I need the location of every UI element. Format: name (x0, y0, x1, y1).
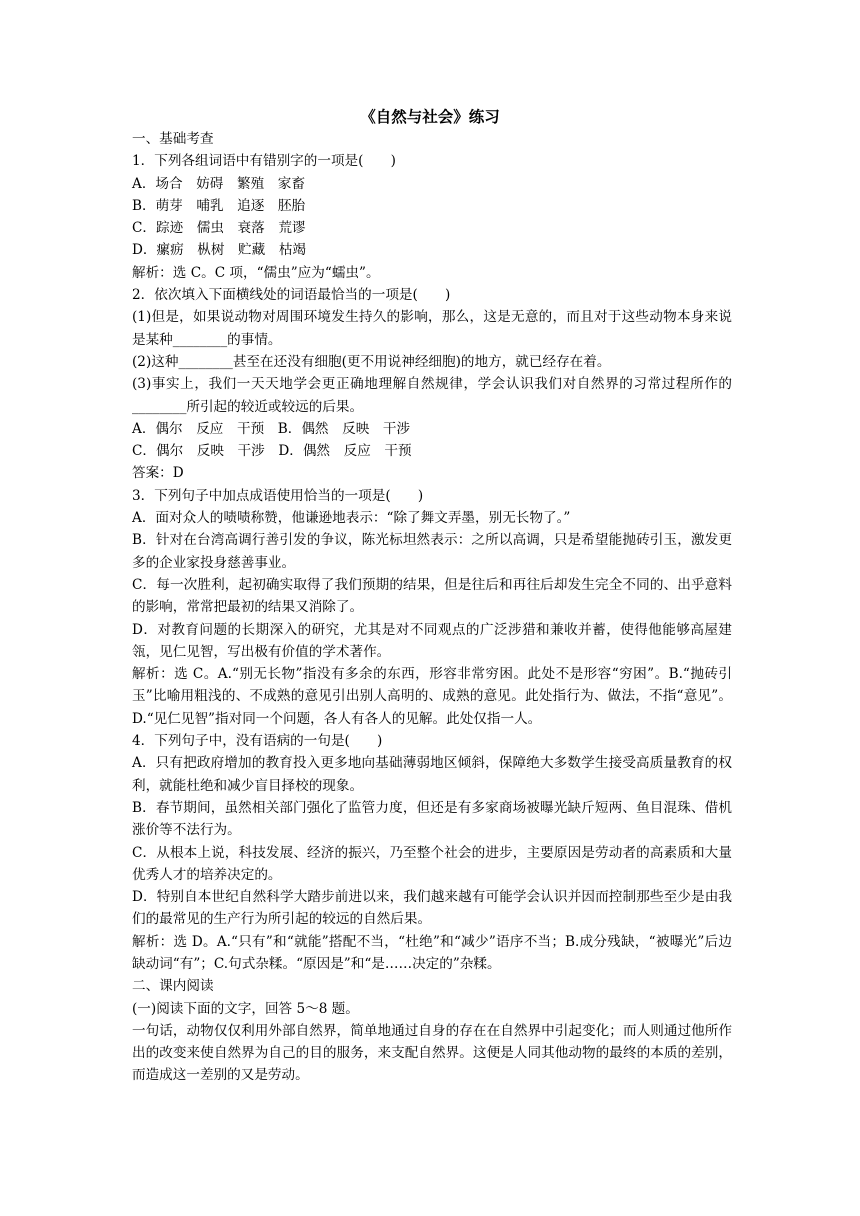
answer-option: C．踪迹 儒虫 衰落 荒谬 (132, 220, 306, 237)
document-body (132, 128, 732, 1087)
question-stem: 2．依次填入下面横线处的词语最恰当的一项是( ) (132, 287, 451, 304)
answer-option: C．从根本上说，科技发展、经济的振兴，乃至整个社会的进步，主要原因是劳动者的高素质和大量优秀人才的培养决定的。 (132, 844, 732, 883)
section-heading: 二、课内阅读 (132, 978, 214, 995)
reading-instruction: (一)阅读下面的文字，回答 5～8 题。 (132, 1000, 359, 1017)
answer-option: D．特别自本世纪自然科学大踏步前进以来，我们越来越有可能学会认识并因而控制那些至少是由我们的最常见的生产行为所引起的较远的自然后果。 (132, 889, 732, 928)
reading-passage: 一句话，动物仅仅利用外部自然界，简单地通过自身的存在在自然界中引起变化；而人则通过他所作出的改变来使自然界为自己的目的服务，来支配自然界。这便是人同其他动物的最终的本质的差别，而造成这一差别的又是劳动。 (132, 1022, 732, 1084)
analysis-text: 解析：选 D。A.“只有”和“就能”搭配不当，“杜绝”和“减少”语序不当；B.成分残缺，“被曝光”后边缺动词“有”；C.句式杂糅。“原因是”和“是……决定的”杂糅。 (132, 933, 732, 972)
question-stem: 3．下列句子中加点成语使用恰当的一项是( ) (132, 487, 424, 504)
answer-option: C．每一次胜利，起初确实取得了我们预期的结果，但是往后和再往后却发生完全不同的、出乎意料的影响，常常把最初的结果又消除了。 (132, 576, 732, 616)
answer-option: A．场合 妨碍 繁殖 家畜 (132, 175, 305, 192)
answer-option: B．萌芽 哺乳 追逐 胚胎 (132, 197, 306, 214)
question-stem: 1．下列各组词语中有错别字的一项是( ) (132, 153, 396, 170)
answer-option: A．只有把政府增加的教育投入更多地向基础薄弱地区倾斜，保障绝大多数学生接受高质量教育的权利，就能杜绝和减少盲目择校的现象。 (132, 755, 732, 794)
answer-key: 答案：D (132, 465, 184, 482)
answer-option: D．瘰疬 枞树 贮藏 枯竭 (132, 242, 307, 259)
answer-option: C．偶尔 反映 干涉 D．偶然 反应 干预 (132, 443, 412, 460)
question-sentence: (3)事实上，我们一天天地学会更正确地理解自然规律，学会认识我们对自然界的习常过程所作的________所引起的较近或较远的后果。 (132, 376, 732, 415)
question-stem: 4．下列句子中，没有语病的一句是( ) (132, 733, 383, 750)
section-heading: 一、基础考查 (132, 131, 214, 147)
answer-option: B．针对在台湾高调行善引发的争议，陈光标坦然表示：之所以高调，只是希望能抛砖引玉，激发更多的企业家投身慈善事业。 (132, 532, 732, 571)
question-sentence: (2)这种________甚至在还没有细胞(更不用说神经细胞)的地方，就已经存在着。 (132, 353, 611, 370)
page-title: 《自然与社会》练习 (360, 108, 500, 126)
analysis-text: 解析：选 C。A.“别无长物”指没有多余的东西，形容非常穷困。此处不是形容“穷困”。B.“抛砖引玉”比喻用粗浅的、不成熟的意见引出别人高明的、成熟的意见。此处指行为、做法，不指“意见”。D.“见仁见智”指对同一个问题，各人有各人的见解。此处仅指一人。 (132, 666, 732, 727)
answer-option: A．面对众人的啧啧称赞，他谦逊地表示：“除了舞文弄墨，别无长物了。” (132, 510, 571, 527)
question-sentence: (1)但是，如果说动物对周围环境发生持久的影响，那么，这是无意的，而且对于这些动物本身来说是某种________的事情。 (132, 309, 732, 348)
answer-option: D．对教育问题的长期深入的研究，尤其是对不同观点的广泛涉猎和兼收并蓄，使得他能够高屋建瓴，见仁见智，写出极有价值的学术著作。 (132, 621, 732, 660)
analysis-text: 解析：选 C。C 项，“儒虫”应为“蠕虫”。 (132, 264, 380, 281)
answer-option: A．偶尔 反应 干预 B．偶然 反映 干涉 (132, 420, 411, 437)
answer-option: B．春节期间，虽然相关部门强化了监管力度，但还是有多家商场被曝光缺斤短两、鱼目混珠、借机涨价等不法行为。 (132, 799, 732, 839)
